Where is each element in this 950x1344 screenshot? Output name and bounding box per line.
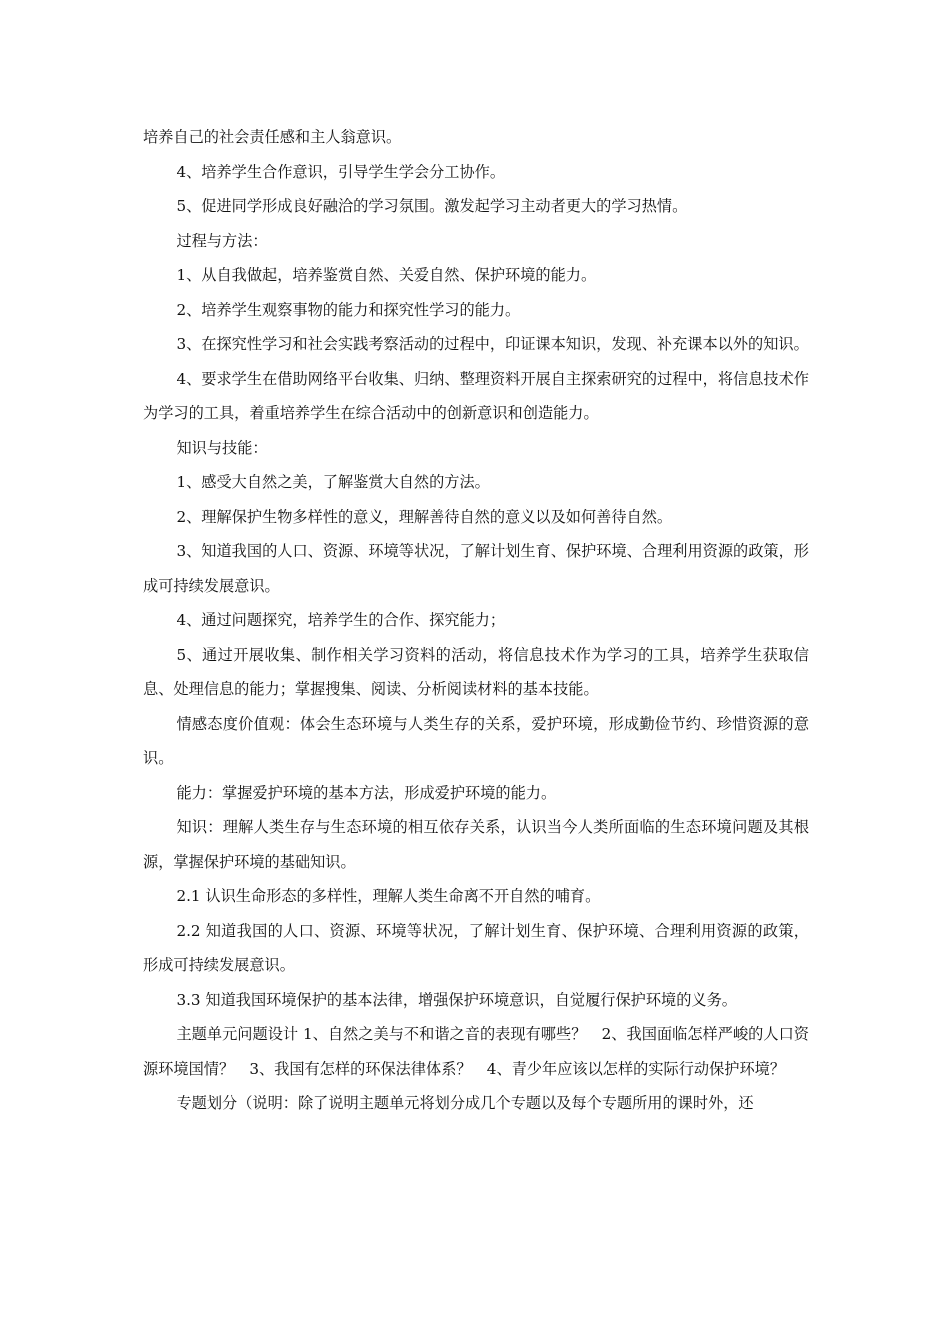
paragraph-unit-questions: 主题单元问题设计 1、自然之美与不和谐之音的表现有哪些？ 2、我国面临怎样严峻的人口资源环境国情？ 3、我国有怎样的环保法律体系？ 4、青少年应该以怎样的实际行动保护环境？: [143, 1025, 809, 1078]
paragraph-goal-4: 4、培养学生合作意识，引导学生学会分工协作。: [176, 162, 506, 181]
paragraph-knowledge-3: 3、知道我国的人口、资源、环境等状况，了解计划生育、保护环境、合理利用资源的政策，形成可持续发展意识。: [143, 542, 809, 595]
paragraph-item-2-2: 2.2 知道我国的人口、资源、环境等状况，了解计划生育、保护环境、合理利用资源的政策，形成可持续发展意识。: [143, 921, 809, 974]
paragraph-process-3: 3、在探究性学习和社会实践考察活动的过程中，印证课本知识，发现、补充课本以外的知识。: [176, 335, 809, 353]
paragraph-knowledge-2: 2、理解保护生物多样性的意义，理解善待自然的意义以及如何善待自然。: [176, 507, 673, 526]
paragraph-knowledge: 知识：理解人类生存与生态环境的相互依存关系，认识当今人类所面临的生态环境问题及其根源，掌握保护环境的基础知识。: [143, 818, 809, 871]
heading-process-methods: 过程与方法：: [176, 231, 268, 250]
paragraph-item-3-3: 3.3 知道我国环境保护的基本法律，增强保护环境意识，自觉履行保护环境的义务。: [176, 990, 737, 1009]
paragraph-process-1: 1、从自我做起，培养鉴赏自然、关爱自然、保护环境的能力。: [176, 266, 597, 284]
paragraph-knowledge-4: 4、通过问题探究，培养学生的合作、探究能力；: [176, 611, 506, 629]
heading-knowledge-skills: 知识与技能：: [176, 438, 268, 457]
paragraph-ability: 能力：掌握爱护环境的基本方法，形成爱护环境的能力。: [176, 783, 557, 802]
paragraph-attitude-values: 情感态度价值观：体会生态环境与人类生存的关系，爱护环境，形成勤俭节约、珍惜资源的意识。: [143, 714, 809, 767]
paragraph-goal-5: 5、促进同学形成良好融洽的学习氛围。激发起学习主动者更大的学习热情。: [176, 197, 688, 215]
paragraph-knowledge-1: 1、感受大自然之美，了解鉴赏大自然的方法。: [176, 473, 490, 491]
document-body: [143, 120, 809, 1121]
paragraph-process-2: 2、培养学生观察事物的能力和探究性学习的能力。: [176, 300, 521, 319]
paragraph-topic-division: 专题划分（说明：除了说明主题单元将划分成几个专题以及每个专题所用的课时外，还: [176, 1094, 754, 1112]
paragraph-continuation: 培养自己的社会责任感和主人翁意识。: [143, 128, 402, 146]
paragraph-knowledge-5: 5、通过开展收集、制作相关学习资料的活动，将信息技术作为学习的工具，培养学生获取信息、处理信息的能力；掌握搜集、阅读、分析阅读材料的基本技能。: [143, 645, 809, 698]
paragraph-item-2-1: 2.1 认识生命形态的多样性，理解人类生命离不开自然的哺育。: [176, 887, 601, 905]
paragraph-process-4: 4、要求学生在借助网络平台收集、归纳、整理资料开展自主探索研究的过程中，将信息技术作为学习的工具，着重培养学生在综合活动中的创新意识和创造能力。: [143, 369, 809, 422]
